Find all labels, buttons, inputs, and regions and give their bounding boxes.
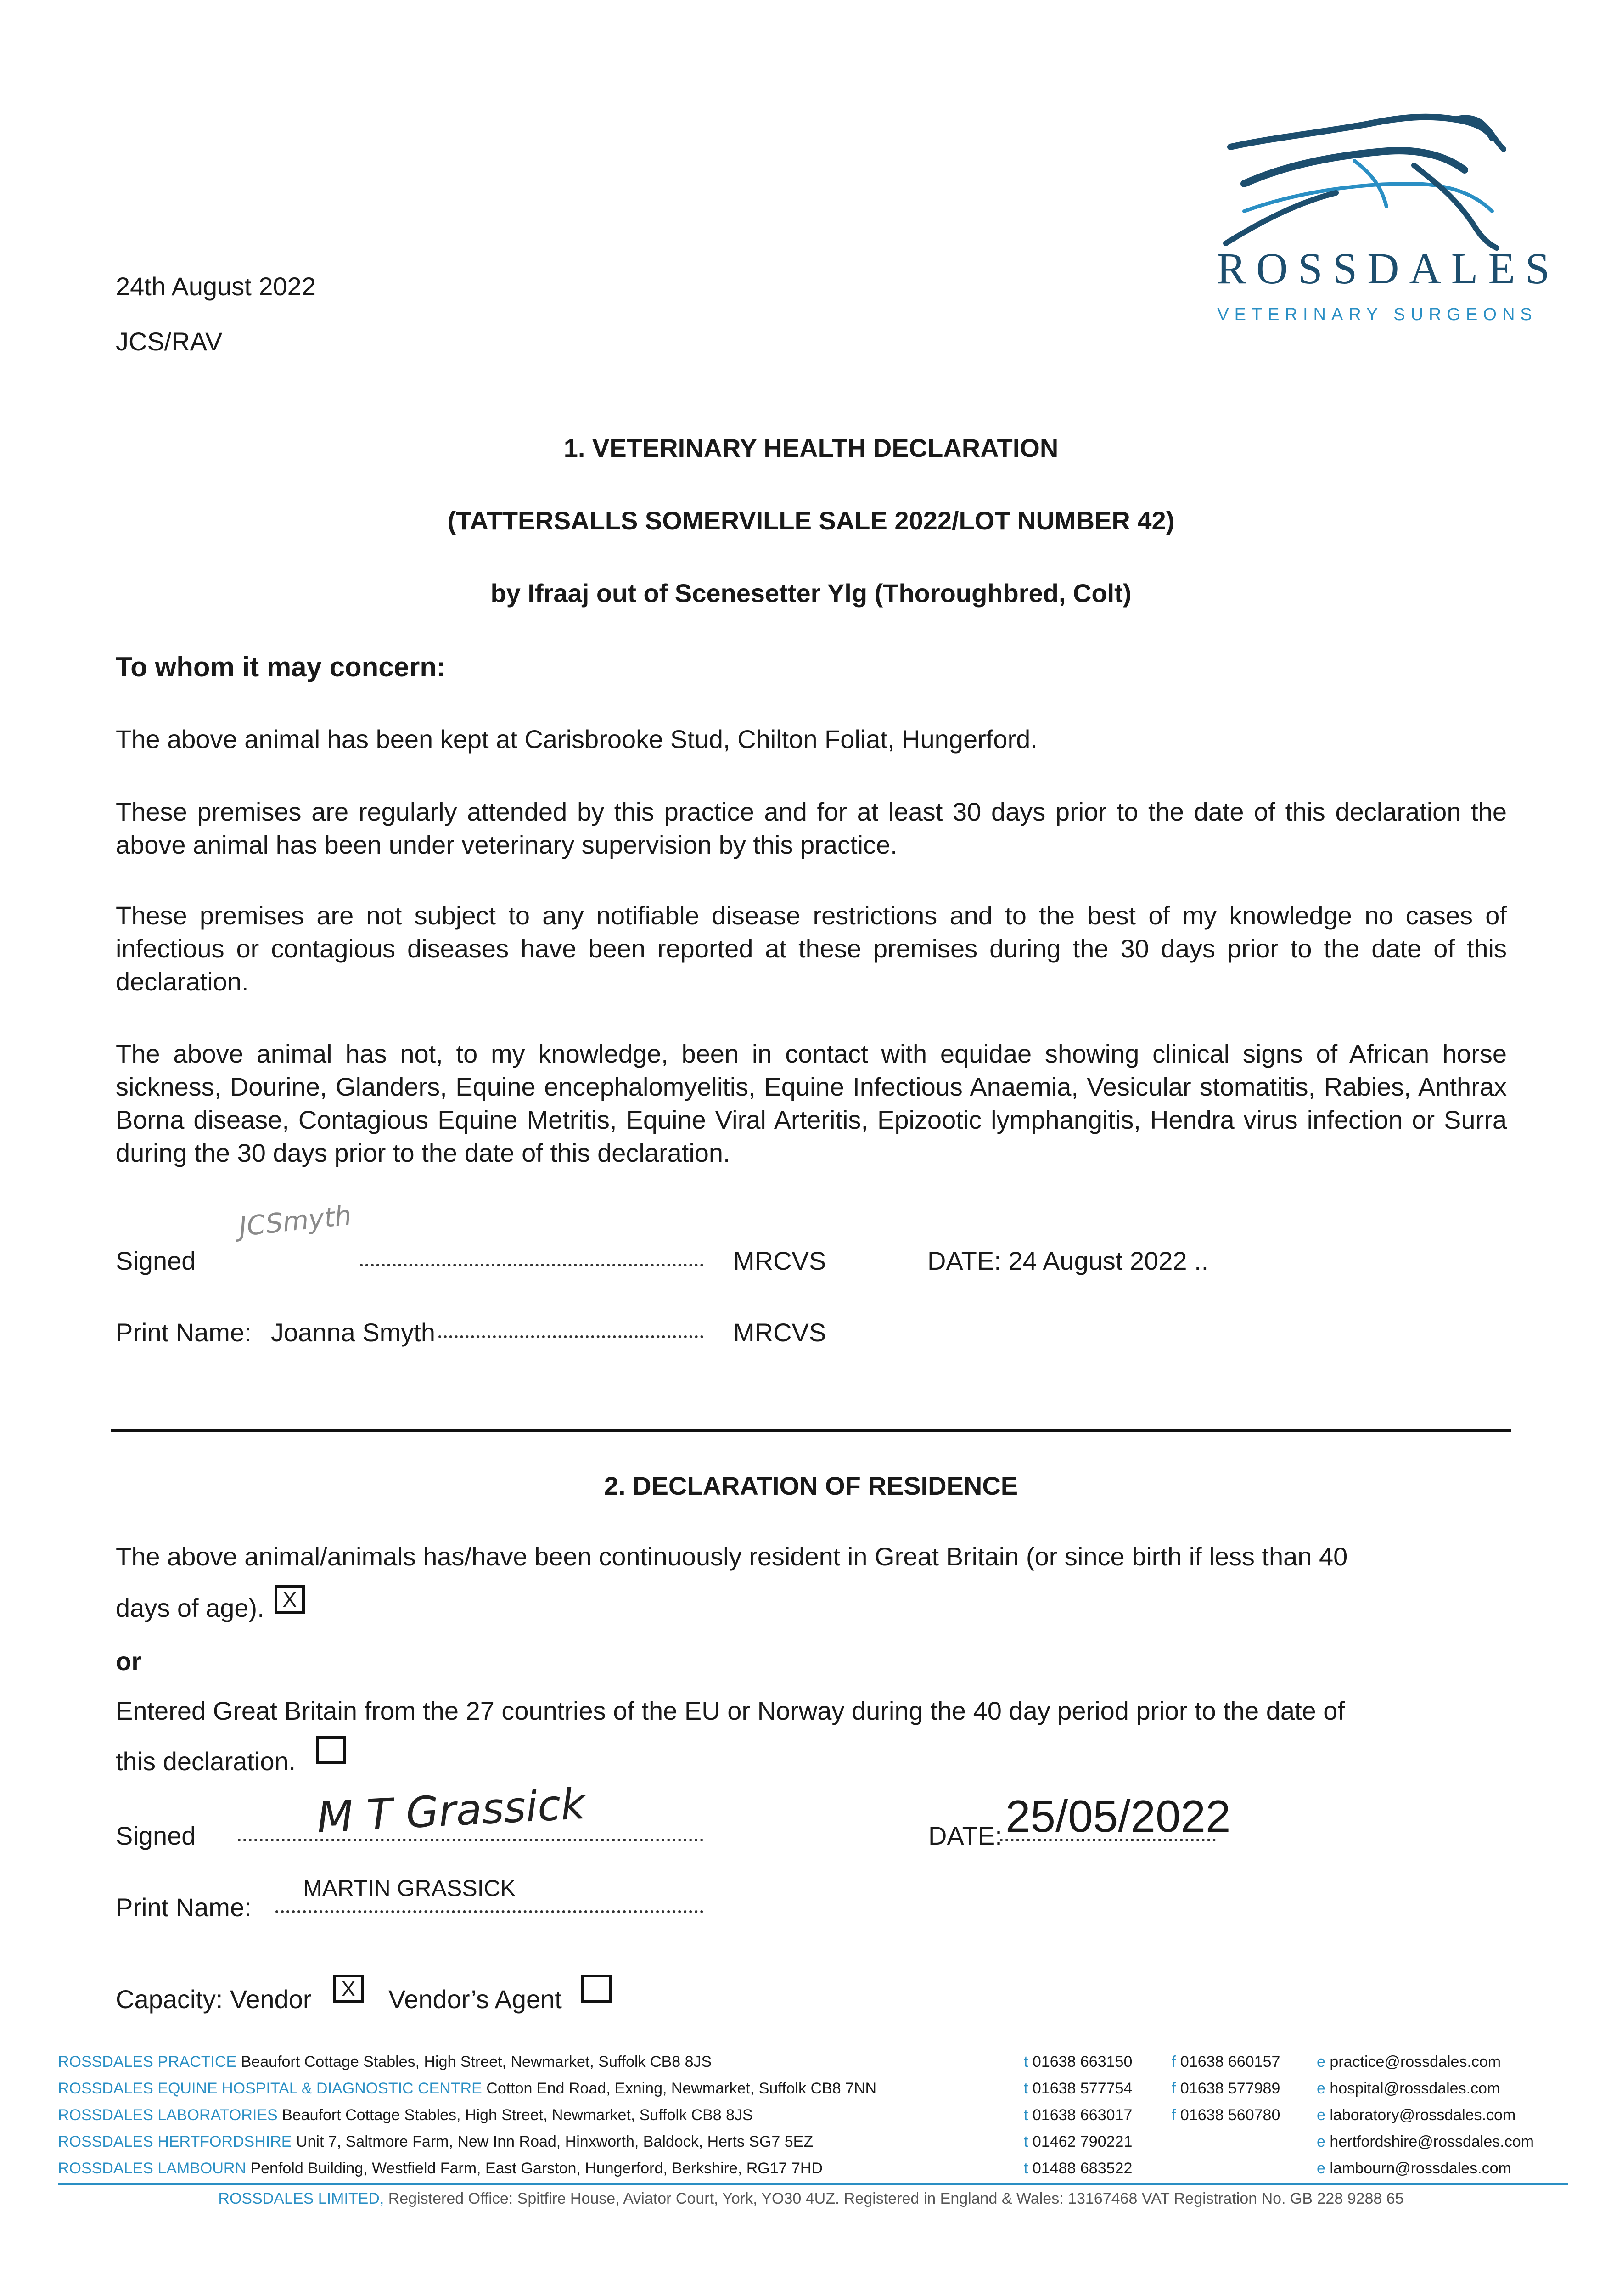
footer-row <box>58 2052 712 2072</box>
footer-org-name: ROSSDALES HERTFORDSHIRE <box>58 2133 292 2150</box>
footer-fax <box>1172 2052 1280 2072</box>
phone-label: t <box>1024 2106 1028 2124</box>
email-label: e <box>1317 2053 1325 2071</box>
capacity-vendor-label: Capacity: Vendor <box>116 1985 312 2014</box>
horse-logo-icon <box>1217 106 1538 257</box>
footer-org-name: ROSSDALES LAMBOURN <box>58 2160 246 2177</box>
owner-signed-label: Signed <box>116 1821 196 1850</box>
phone-label: t <box>1024 2133 1028 2150</box>
signature-line <box>360 1264 703 1266</box>
footer-org-name: ROSSDALES EQUINE HOSPITAL & DIAGNOSTIC CENTRE <box>58 2080 482 2097</box>
logo-name: ROSSDALES <box>1217 244 1560 293</box>
owner-print-name-label: Print Name: <box>116 1893 252 1922</box>
vendor-checkbox[interactable]: X <box>333 1975 364 2003</box>
footer-org-name: ROSSDALES LABORATORIES <box>58 2106 278 2124</box>
owner-print-name-value: MARTIN GRASSICK <box>303 1875 516 1901</box>
paragraph-contact: The above animal has not, to my knowledge, been in contact with equidae showing clinical signs of African horse sickness, Dourine, Glanders, Equine encephalomyelitis, Equine Infectious Anaemia, Vesicular stomatitis, Rabies, Anthrax Borna disease, Contagious Equine Metritis, Equine Viral Arteritis, Epizootic lymphangitis, Hendra virus infection or Surra during the 30 days prior to the date of this declaration. <box>116 1039 1507 1167</box>
animal-heading: by Ifraaj out of Scenesetter Ylg (Thoroughbred, Colt) <box>490 579 1132 608</box>
footer-row <box>58 2078 876 2099</box>
email-address[interactable]: hospital@rossdales.com <box>1330 2080 1500 2097</box>
phone-number: 01638 663017 <box>1032 2106 1133 2124</box>
owner-signature: M T Grassick <box>315 1779 587 1843</box>
letter-reference: JCS/RAV <box>116 327 223 356</box>
footer-phone <box>1024 2132 1132 2152</box>
owner-signature-line <box>238 1839 703 1841</box>
footer-phone <box>1024 2158 1132 2178</box>
footer-address: Beaufort Cottage Stables, High Street, Newmarket, Suffolk CB8 8JS <box>241 2053 712 2071</box>
mrcvs-label: MRCVS <box>733 1246 826 1275</box>
footer-phone <box>1024 2078 1132 2099</box>
phone-label: t <box>1024 2080 1028 2097</box>
owner-print-name-line <box>275 1910 703 1913</box>
phone-number: 01638 663150 <box>1032 2053 1133 2071</box>
email-label: e <box>1317 2160 1325 2177</box>
footer-fax <box>1172 2105 1280 2125</box>
email-label: e <box>1317 2106 1325 2124</box>
footer-email <box>1317 2158 1511 2178</box>
logo-tagline: VETERINARY SURGEONS <box>1217 305 1538 324</box>
footer-email <box>1317 2105 1515 2125</box>
company-name: ROSSDALES LIMITED, <box>218 2190 384 2207</box>
section2-title: 2. DECLARATION OF RESIDENCE <box>604 1471 1018 1500</box>
or-label: or <box>116 1647 141 1676</box>
footer-address: Penfold Building, Westfield Farm, East Garston, Hungerford, Berkshire, RG17 7HD <box>250 2160 823 2177</box>
footer-org-name: ROSSDALES PRACTICE <box>58 2053 237 2071</box>
footer-fax <box>1172 2078 1280 2099</box>
email-label: e <box>1317 2080 1325 2097</box>
residence-option1-line1: The above animal/animals has/have been continuously resident in Great Britain (or since birth if less than 40 <box>116 1542 1348 1571</box>
vet-signature: JCSmyth <box>237 1199 353 1243</box>
phone-label: t <box>1024 2160 1028 2177</box>
fax-label: f <box>1172 2080 1176 2097</box>
paragraph-supervision: These premises are regularly attended by this practice and for at least 30 days prior to the date of this declaration the above animal has been under veterinary supervision by this practice. <box>116 797 1507 859</box>
phone-number: 01488 683522 <box>1032 2160 1133 2177</box>
email-label: e <box>1317 2133 1325 2150</box>
eu-entry-checkbox[interactable] <box>316 1736 346 1764</box>
salutation: To whom it may concern: <box>116 652 446 682</box>
registration-details: Registered Office: Spitfire House, Aviator Court, York, YO30 4UZ. Registered in England & Wales: 13167468 VAT Registration No. GB 228 9288 65 <box>388 2190 1404 2207</box>
print-name-label: Print Name: <box>116 1318 252 1347</box>
vendors-agent-label: Vendor’s Agent <box>388 1985 562 2014</box>
email-address[interactable]: practice@rossdales.com <box>1330 2053 1501 2071</box>
footer-phone <box>1024 2105 1132 2125</box>
owner-date-value: 25/05/2022 <box>1005 1791 1231 1841</box>
section-divider <box>111 1429 1511 1432</box>
footer-row <box>58 2158 823 2178</box>
vendors-agent-checkbox[interactable] <box>581 1975 612 2003</box>
print-name-mrcvs: MRCVS <box>733 1318 826 1347</box>
residence-option1-line2: days of age). <box>116 1593 264 1622</box>
email-address[interactable]: laboratory@rossdales.com <box>1330 2106 1516 2124</box>
fax-label: f <box>1172 2106 1176 2124</box>
fax-number: 01638 560780 <box>1180 2106 1280 2124</box>
footer-row <box>58 2105 753 2125</box>
phone-label: t <box>1024 2053 1028 2071</box>
footer-email <box>1317 2052 1501 2072</box>
footer-address: Cotton End Road, Exning, Newmarket, Suffolk CB8 7NN <box>486 2080 877 2097</box>
fax-label: f <box>1172 2053 1176 2071</box>
footer-email <box>1317 2132 1534 2152</box>
footer-email <box>1317 2078 1500 2099</box>
footer-address: Unit 7, Saltmore Farm, New Inn Road, Hinxworth, Baldock, Herts SG7 5EZ <box>296 2133 814 2150</box>
section1-title: 1. VETERINARY HEALTH DECLARATION <box>563 433 1059 462</box>
footer-phone <box>1024 2052 1132 2072</box>
footer-registration <box>0 2189 1622 2209</box>
declaration-date: DATE: 24 August 2022 .. <box>927 1246 1209 1275</box>
email-address[interactable]: hertfordshire@rossdales.com <box>1330 2133 1534 2150</box>
rossdales-logo <box>1217 106 1560 335</box>
paragraph-premises: The above animal has been kept at Carisbrooke Stud, Chilton Foliat, Hungerford. <box>116 725 1038 754</box>
sale-heading: (TATTERSALLS SOMERVILLE SALE 2022/LOT NUMBER 42) <box>447 506 1175 535</box>
footer-row <box>58 2132 813 2152</box>
phone-number: 01638 577754 <box>1032 2080 1133 2097</box>
footer-rule <box>58 2183 1568 2185</box>
phone-number: 01462 790221 <box>1032 2133 1133 2150</box>
residence-option2-line2: this declaration. <box>116 1747 296 1776</box>
residence-checkbox[interactable]: X <box>275 1585 305 1614</box>
signed-label: Signed <box>116 1246 196 1275</box>
email-address[interactable]: lambourn@rossdales.com <box>1330 2160 1511 2177</box>
paragraph-restrictions: These premises are not subject to any notifiable disease restrictions and to the best of my knowledge no cases of infectious or contagious diseases have been reported at these premises during the 30 days prior to the date of this declaration. <box>116 901 1507 996</box>
owner-date-label: DATE: <box>928 1821 1002 1850</box>
letter-date: 24th August 2022 <box>116 272 316 301</box>
footer-address: Beaufort Cottage Stables, High Street, Newmarket, Suffolk CB8 8JS <box>282 2106 753 2124</box>
fax-number: 01638 660157 <box>1180 2053 1280 2071</box>
print-name-line <box>438 1335 703 1338</box>
print-name-value: Joanna Smyth <box>271 1318 435 1347</box>
residence-option2-line1: Entered Great Britain from the 27 countries of the EU or Norway during the 40 day period prior to the date of <box>116 1696 1345 1725</box>
fax-number: 01638 577989 <box>1180 2080 1280 2097</box>
